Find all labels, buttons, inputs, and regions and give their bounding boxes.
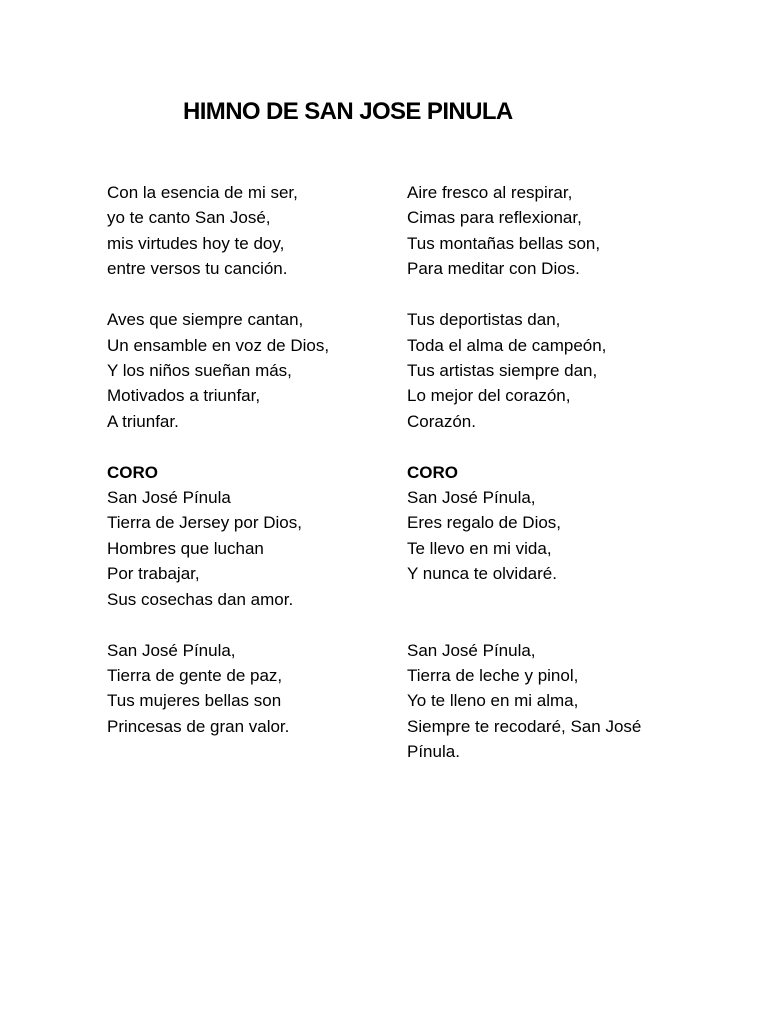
verse-line: Con la esencia de mi ser,	[107, 183, 298, 202]
verse-line: Siempre te recodaré, San José Pínula.	[407, 716, 642, 762]
verse-line: Por trabajar,	[107, 564, 200, 584]
verse-line: San José Pínula,	[407, 640, 536, 660]
verse-line: Toda el alma de campeón,	[407, 335, 607, 355]
verse-line: San José Pínula,	[107, 640, 236, 660]
verse-line: Tus artistas siempre dan,	[407, 360, 598, 380]
verse-line: Tierra de Jersey por Dios,	[107, 513, 302, 533]
verse-line: San José Pínula	[107, 488, 231, 508]
verse-line: Tus mujeres bellas son	[107, 691, 282, 711]
verse-line: Y los niños sueñan más,	[107, 360, 292, 380]
page-title: HIMNO DE SAN JOSE PINULA	[183, 98, 513, 125]
verse-line: mis virtudes hoy te doy,	[107, 233, 285, 253]
left-column	[107, 180, 382, 765]
verse-line: Y nunca te olvidaré.	[407, 564, 557, 584]
stanza	[107, 307, 382, 434]
verse-line: Aves que siempre cantan,	[107, 310, 304, 330]
verse-line: entre versos tu canción.	[107, 259, 288, 279]
verse-line: Tus montañas bellas son,	[407, 233, 601, 253]
verse-line: Para meditar con Dios.	[407, 259, 580, 279]
blank-line	[407, 587, 662, 612]
verse-line: Te llevo en mi vida,	[407, 538, 552, 558]
verse-line: Motivados a triunfar,	[107, 386, 261, 406]
verse-line: Eres regalo de Dios,	[407, 513, 562, 533]
verse-line: Un ensamble en voz de Dios,	[107, 335, 330, 355]
verse-line: Hombres que luchan	[107, 538, 264, 558]
stanza	[407, 307, 662, 434]
chorus-stanza	[407, 460, 662, 612]
stanza	[407, 180, 662, 282]
chorus-heading: CORO	[407, 462, 458, 482]
chorus-heading: CORO	[107, 462, 158, 482]
verse-line: Aire fresco al respirar,	[407, 183, 573, 202]
verse-line: yo te canto San José,	[107, 208, 271, 228]
verse-line: Cimas para reflexionar,	[407, 208, 582, 228]
verse-line: Tus deportistas dan,	[407, 310, 561, 330]
verse-line: Tierra de gente de paz,	[107, 666, 283, 685]
verse-line: Tierra de leche y pinol,	[407, 665, 579, 685]
verse-line: Princesas de gran valor.	[107, 716, 290, 736]
verse-line: A triunfar.	[107, 411, 179, 431]
stanza	[107, 638, 382, 740]
verse-line: San José Pínula,	[407, 488, 536, 508]
right-column	[407, 180, 662, 790]
verse-line: Sus cosechas dan amor.	[107, 589, 294, 609]
stanza	[407, 638, 662, 765]
verse-line: Corazón.	[407, 411, 476, 431]
verse-line: Yo te lleno en mi alma,	[407, 691, 579, 711]
chorus-stanza	[107, 460, 382, 612]
stanza	[107, 180, 382, 282]
verse-line: Lo mejor del corazón,	[407, 386, 571, 406]
